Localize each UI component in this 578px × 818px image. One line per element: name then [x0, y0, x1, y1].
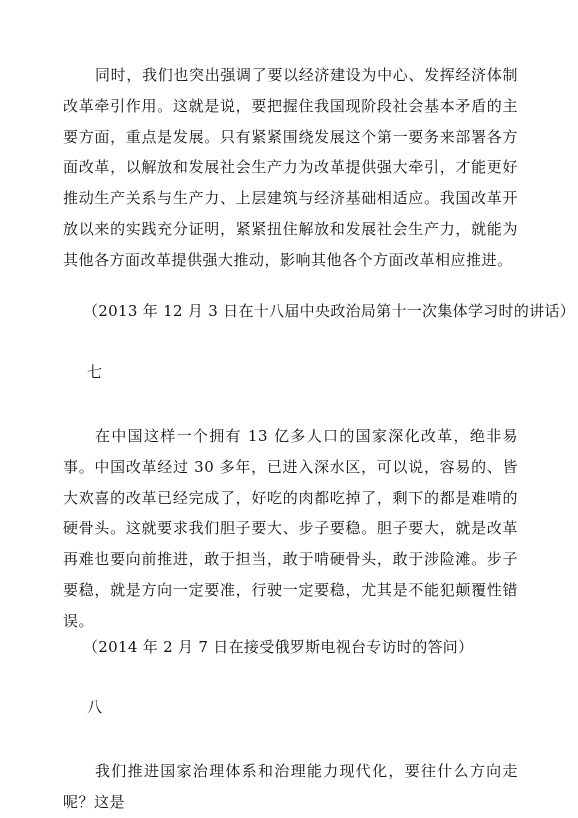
source-citation: （2013 年 12 月 3 日在十八届中央政治局第十一次集体学习时的讲话） [83, 302, 576, 320]
source-citation: （2014 年 2 月 7 日在接受俄罗斯电视台专访时的答问） [83, 638, 474, 656]
body-paragraph: 同时，我们也突出强调了要以经济建设为中心、发挥经济体制改革牵引作用。这就是说，要把握住我国现阶段社会基本矛盾的主要方面，重点是发展。只有紧紧围绕发展这个第一要务来部署各方面改革，以解放和发展社会生产力为改革提供强大牵引，才能更好推动生产关系与生产力、上层建筑与经济基础相适应。我国改革开放以来的实践充分证明，紧紧扭住解放和发展社会生产力，就能为其他各方面改革提供强大推动，影响其他各个方面改革相应推进。 [63, 66, 518, 269]
section-number: 七 [87, 363, 103, 381]
body-paragraph: 在中国这样一个拥有 13 亿多人口的国家深化改革，绝非易事。中国改革经过 30 多年，已进入深水区，可以说，容易的、皆大欢喜的改革已经完成了，好吃的肉都吃掉了，剩下的都是难啃的硬骨头。这就要求我们胆子要大、步子要稳。胆子要大，就是改革再难也要向前推进，敢于担当，敢于啃硬骨头，敢于涉险滩。步子要稳，就是方向一定要准，行驶一定要稳，尤其是不能犯颠覆性错误。 [63, 427, 518, 630]
body-paragraph: 我们推进国家治理体系和治理能力现代化，要往什么方向走呢？这是 [63, 762, 518, 811]
section-number: 八 [87, 698, 103, 716]
